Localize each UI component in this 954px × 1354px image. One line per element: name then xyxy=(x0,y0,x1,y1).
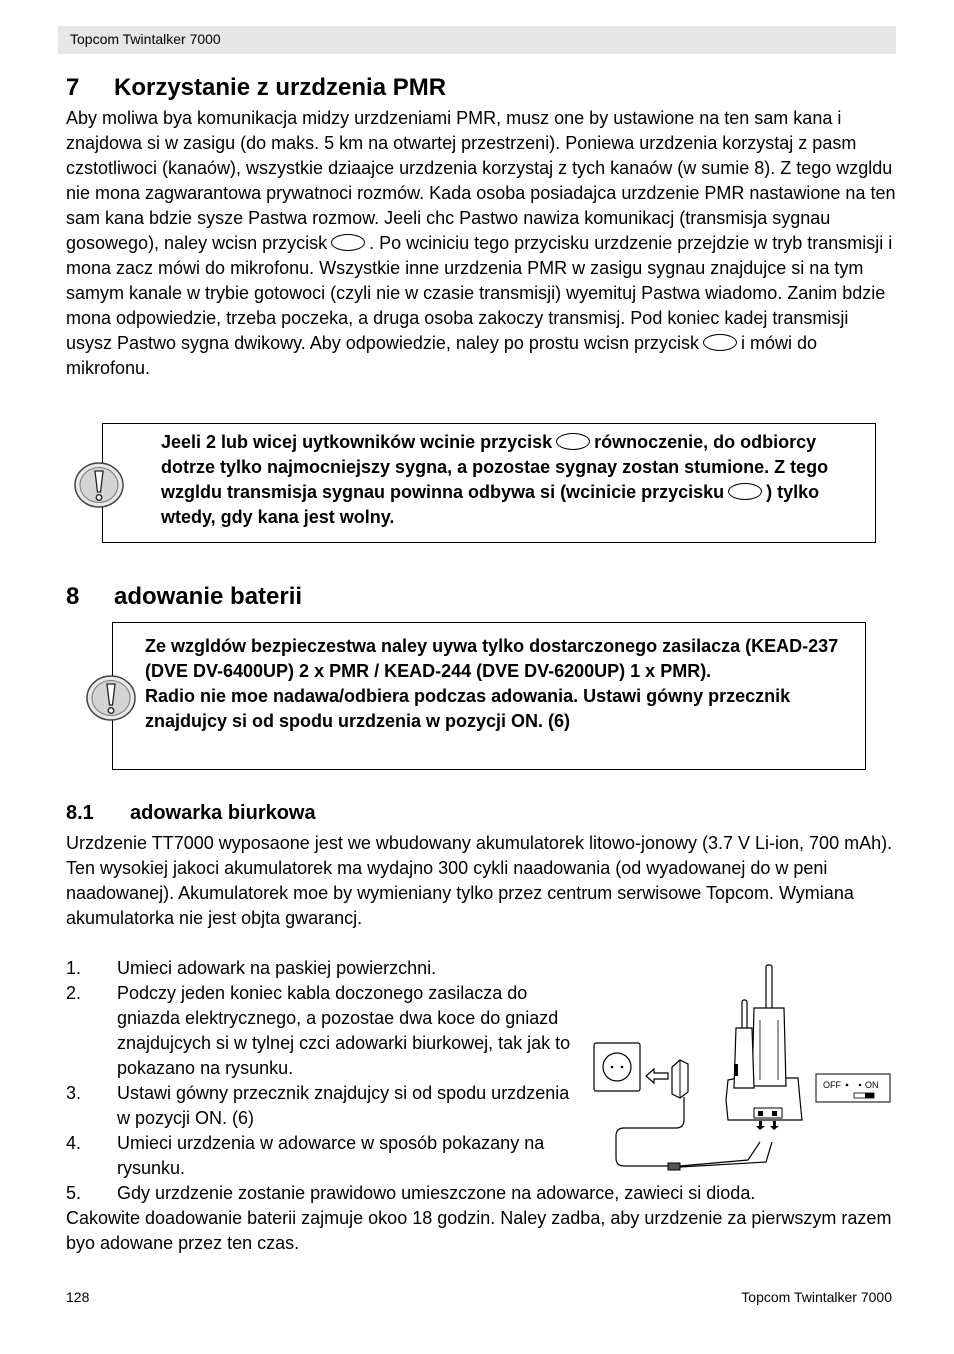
closing-text: Cakowite doadowanie baterii zajmuje okoo 18 godzin. Naley zadba, aby urzdzenie za pierwszym razem byo adowane przez ten czas. xyxy=(66,1208,892,1253)
warning-exclamation-icon xyxy=(73,460,125,510)
section-title: adowanie baterii xyxy=(114,583,303,610)
warning-note-text xyxy=(161,430,861,530)
section-7-paragraph xyxy=(66,106,896,381)
warning-note-box xyxy=(102,423,876,543)
charger-setup-figure xyxy=(588,960,894,1175)
section-7-heading xyxy=(66,74,866,104)
safety-note-text xyxy=(145,634,851,734)
footer-title: Topcom Twintalker 7000 xyxy=(741,1289,892,1305)
step-text: Umieci urzdzenia w adowarce w sposób pokazany na rysunku. xyxy=(117,1133,545,1178)
wall-socket-icon xyxy=(594,1043,640,1091)
note-line: Radio nie moe nadawa/odbiera podczas adowania. Ustawi gówny przecznik znajdujcy si od spodu urzdzenia w pozycji ON. (6) xyxy=(145,686,791,731)
note-text: Jeeli 2 lub wicej uytkowników wcinie przycisk xyxy=(161,432,553,452)
step-number: 5. xyxy=(66,1183,82,1203)
ptt-button-icon xyxy=(728,483,762,500)
header-title: Topcom Twintalker 7000 xyxy=(70,31,221,47)
power-switch-icon xyxy=(816,1074,890,1102)
note-text: ) tylko wtedy, gdy kana jest wolny. xyxy=(161,482,820,527)
subsection-number: 8.1 xyxy=(66,802,94,824)
section-8-1-intro xyxy=(66,831,896,931)
instruction-steps xyxy=(66,956,578,1181)
step-5-row xyxy=(66,1181,896,1206)
step-number: 3. xyxy=(66,1083,82,1103)
switch-on-label: ON xyxy=(865,1080,879,1090)
charger-illustration xyxy=(588,960,894,1175)
list-item xyxy=(66,1131,578,1181)
step-number: 4. xyxy=(66,1133,82,1153)
page-number: 128 xyxy=(66,1289,90,1305)
paragraph-text: Aby moliwa bya komunikacja midzy urzdzeniami PMR, musz one by ustawione na ten sam kana i znajdowa si w zasigu (do maks. 5 km na otwartej przestrzeni). Poniewa urzdzenia korzystaj z pasm czstotliwoci (kanaów), wszystkie dziaajce urzdzenia korzystaj z tych kanaów (w sumie 8). Z tego wzgldu nie mona zagwarantowa prywatnoci rozmów. Kada osoba posiadajca urzdzenie PMR nastawione na ten sam kana bdzie sysze Pastwa rozmow. Jeeli chc Pastwo nawiza komunikacj (transmisja sygnau gosowego), naley wcisn przycisk xyxy=(66,108,896,253)
step-number: 1. xyxy=(66,958,82,978)
section-title: Korzystanie z urzdzenia PMR xyxy=(114,74,447,101)
subsection-title: adowarka biurkowa xyxy=(130,802,316,824)
safety-note-box xyxy=(112,622,866,770)
paragraph-text: i mówi do mikrofonu. xyxy=(66,333,817,378)
intro-paragraph: Urzdzenie TT7000 wyposaone jest we wbudowany akumulatorek litowo-jonowy (3.7 V Li-ion, 700 mAh). Ten wysokiej jakoci akumulatorek ma wydajno 300 cykli naadowania (od wyadowanej do w peni naadowanej). Akumulatorek moe by wymieniany tylko przez centrum serwisowe Topcom. Wymiana akumulatorka nie jest objta gwarancj. xyxy=(66,833,893,928)
ptt-button-icon xyxy=(703,334,737,351)
closing-paragraph xyxy=(66,1206,896,1256)
step-text: Umieci adowark na paskiej powierzchni. xyxy=(117,958,437,978)
note-line: Ze wzgldów bezpieczestwa naley uywa tylko dostarczonego zasilacza (KEAD-237 (DVE DV-6400UP) 2 x PMR / KEAD-244 (DVE DV-6200UP) 1 x PMR). xyxy=(145,636,839,681)
section-number: 8 xyxy=(66,583,80,610)
list-item xyxy=(66,981,578,1081)
list-item xyxy=(66,956,578,981)
step-text: Gdy urzdzenie zostanie prawidowo umieszczone na adowarce, zawieci si dioda. xyxy=(117,1183,756,1203)
list-item xyxy=(66,1081,578,1131)
section-8-1-heading xyxy=(66,802,566,828)
section-number: 7 xyxy=(66,74,80,101)
ptt-button-icon xyxy=(331,234,365,251)
ptt-button-icon xyxy=(556,433,590,450)
page-header xyxy=(58,26,896,54)
switch-off-label: OFF xyxy=(823,1080,841,1090)
paragraph-text: . Po wciniciu tego przycisku urzdzenie przejdzie w tryb transmisji i mona zacz mówi do mikrofonu. Wszystkie inne urzdzenia PMR w zasigu sygnau znajdujce si na tym samym kanale w trybie gotowoci (czyli nie w czasie transmisji) wyemituj Pastwa wiadomo. Zanim bdzie mona odpowiedzie, trzeba poczeka, a druga osoba zakoczy transmisj. Pod koniec kadej transmisji usysz Pastwo sygna dwikowy. Aby odpowiedzie, naley po prostu wcisn przycisk xyxy=(66,233,893,353)
warning-exclamation-icon xyxy=(85,673,137,723)
section-8-heading xyxy=(66,583,866,613)
radio-handset-icon xyxy=(734,965,786,1088)
step-text: Podczy jeden koniec kabla doczonego zasilacza do gniazda elektrycznego, a pozostae dwa koce do gniazd znajdujcych si w tylnej czci adowarki biurkowej, tak jak to pokazano na rysunku. xyxy=(117,983,571,1078)
step-text: Ustawi gówny przecznik znajdujcy si od spodu urzdzenia w pozycji ON. (6) xyxy=(117,1083,570,1128)
note-text: równoczenie, do odbiorcy dotrze tylko najmocniejszy sygna, a pozostae sygnay zostan stumione. Z tego wzgldu transmisja sygnau powinna odbywa si (wcinicie przycisku xyxy=(161,432,829,502)
cable-icon xyxy=(668,1142,772,1170)
step-number: 2. xyxy=(66,983,82,1003)
arrow-icon xyxy=(646,1069,668,1083)
